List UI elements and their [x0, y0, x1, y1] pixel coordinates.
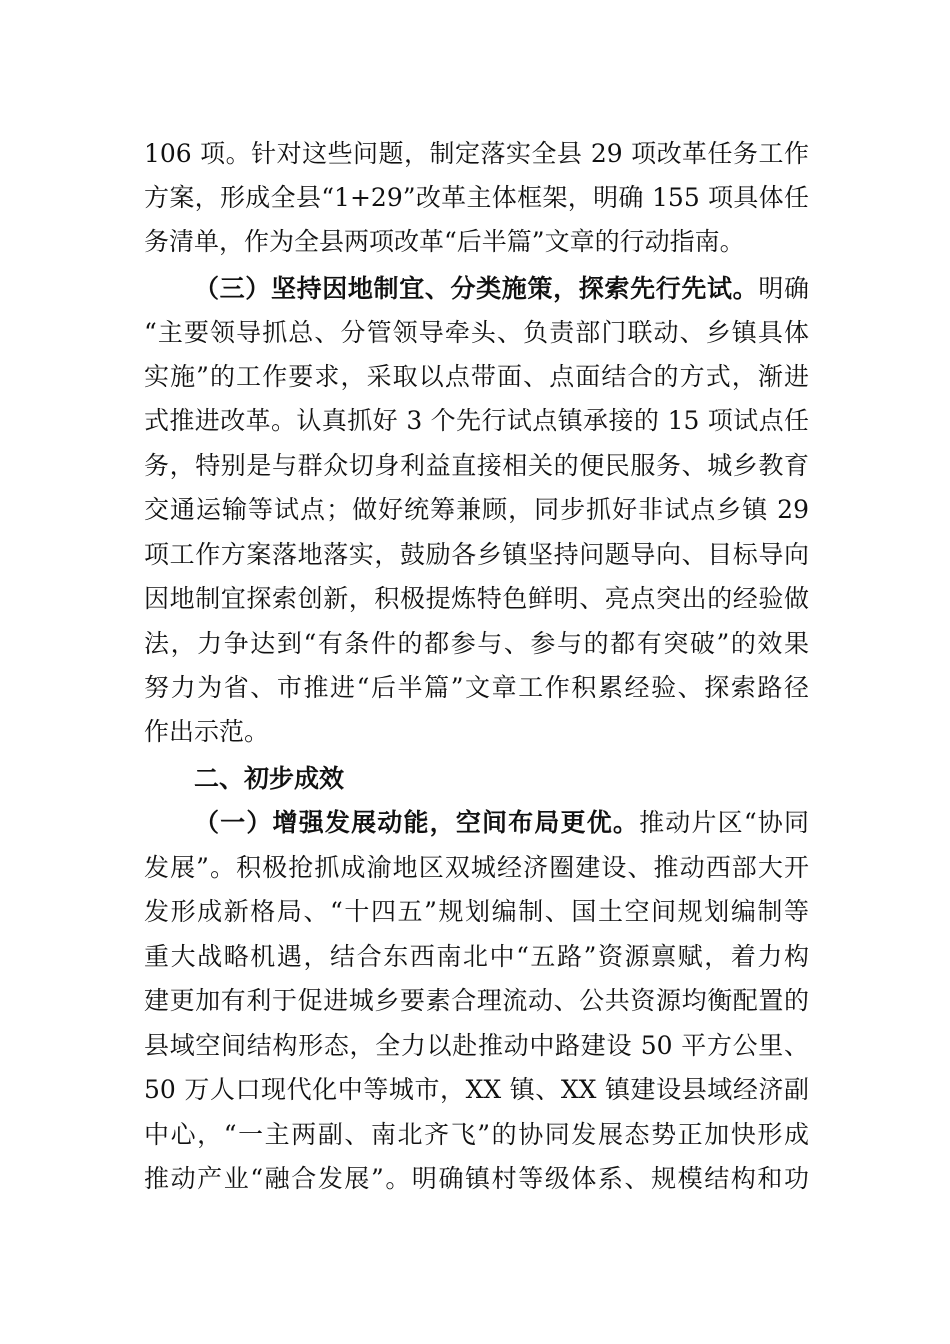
paragraph-line: 努力为省、市推进“后半篇”文章工作积累经验、探索路径: [144, 673, 809, 702]
paragraph-line: 县域空间结构形态，全力以赴推动中路建设 50 平方公里、: [144, 1031, 809, 1060]
paragraph-line: 因地制宜探索创新，积极提炼特色鲜明、亮点突出的经验做: [144, 584, 809, 613]
subsection-heading: （三）坚持因地制宜、分类施策，探索先行先试。: [194, 274, 759, 303]
paragraph-line: 50 万人口现代化中等城市，XX 镇、XX 镇建设县域经济副: [144, 1075, 809, 1104]
paragraph-line: 实施”的工作要求，采取以点带面、点面结合的方式，渐进: [144, 362, 809, 391]
subsection-heading: （一）增强发展动能，空间布局更优。: [194, 808, 640, 837]
paragraph-line: 建更加有利于促进城乡要素合理流动、公共资源均衡配置的: [144, 986, 809, 1015]
paragraph-line: 中心，“一主两副、南北齐飞”的协同发展态势正加快形成: [144, 1120, 809, 1149]
paragraph-line: 重大战略机遇，结合东西南北中“五路”资源禀赋，着力构: [144, 942, 809, 971]
paragraph-line: 交通运输等试点；做好统筹兼顾，同步抓好非试点乡镇 29: [144, 495, 809, 524]
paragraph-line: 发形成新格局、“十四五”规划编制、国土空间规划编制等: [144, 897, 809, 926]
paragraph-line: 推动产业“融合发展”。明确镇村等级体系、规模结构和功: [144, 1164, 809, 1193]
paragraph-line: 项工作方案落地落实，鼓励各乡镇坚持问题导向、目标导向: [144, 540, 809, 569]
paragraph-line: 法，力争达到“有条件的都参与、参与的都有突破”的效果: [144, 629, 809, 658]
paragraph-text: 明确: [758, 274, 809, 303]
paragraph-line: 务清单，作为全县两项改革“后半篇”文章的行动指南。: [144, 227, 745, 256]
paragraph-line: 106 项。针对这些问题，制定落实全县 29 项改革任务工作: [144, 139, 809, 168]
section-heading-line: [194, 803, 809, 843]
section-title: 二、初步成效: [194, 764, 345, 793]
paragraph-line: “主要领导抓总、分管领导牵头、负责部门联动、乡镇具体: [144, 318, 809, 347]
paragraph-line: 作出示范。: [144, 717, 270, 746]
paragraph-line: 方案，形成全县“1+29”改革主体框架，明确 155 项具体任: [144, 183, 809, 212]
section-heading-line: [194, 269, 809, 309]
paragraph-line: 务，特别是与群众切身利益直接相关的便民服务、城乡教育: [144, 451, 809, 480]
paragraph-text: 推动片区“协同: [639, 808, 809, 837]
paragraph-line: 发展”。积极抢抓成渝地区双城经济圈建设、推动西部大开: [144, 853, 809, 882]
paragraph-line: 式推进改革。认真抓好 3 个先行试点镇承接的 15 项试点任: [144, 406, 809, 435]
